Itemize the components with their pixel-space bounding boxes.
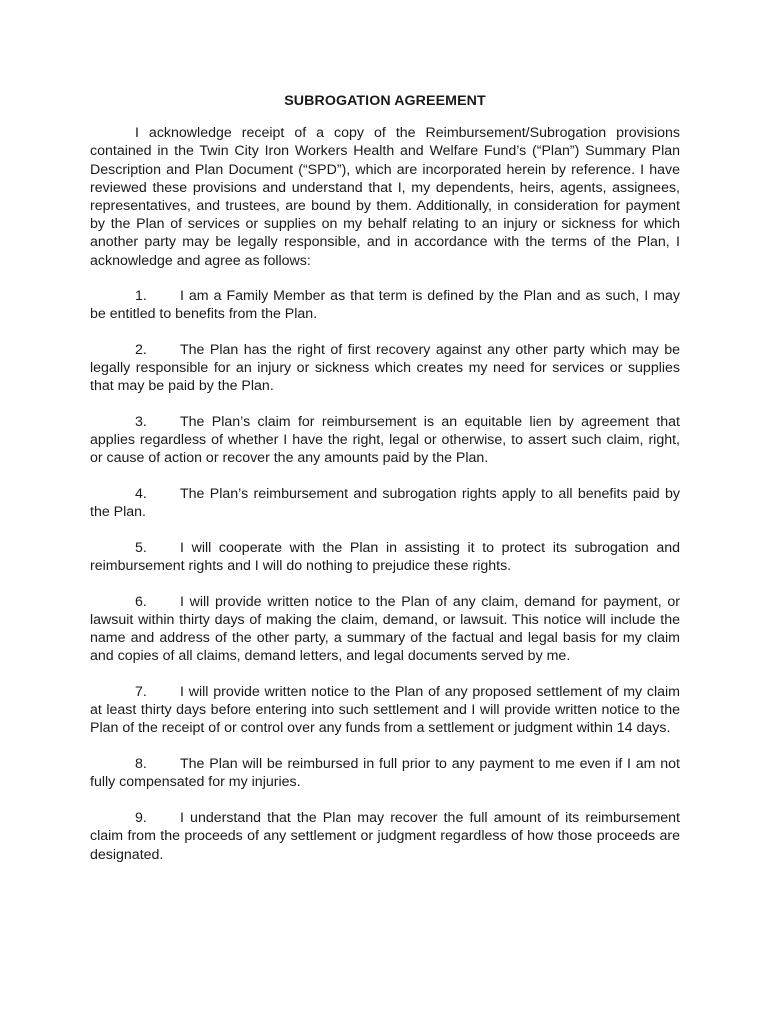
item-text: The Plan has the right of first recovery against any other party which may be legally responsible for an injury or sickness which creates my need for services or supplies that may be paid by the Plan.: [90, 341, 680, 395]
numbered-item-6: [90, 593, 680, 666]
item-text: The Plan’s claim for reimbursement is an equitable lien by agreement that applies regardless of whether I have the right, legal or otherwise, to assert such claim, right, or cause of action or recover the any amounts paid by the Plan.: [90, 413, 680, 467]
numbered-item-8: [90, 755, 680, 791]
numbered-item-9: [90, 809, 680, 864]
intro-paragraph: I acknowledge receipt of a copy of the Reimbursement/Subrogation provisions contained in the Twin City Iron Workers Health and Welfare Fund’s (“Plan”) Summary Plan Description and Plan Document (“SPD”), which are incorporated herein by reference. I have reviewed these provisions and understand that I, my dependents, heirs, agents, assignees, representatives, and trustees, are bound by them. Additionally, in consideration for payment by the Plan of services or supplies on my behalf relating to an injury or sickness for which another party may be legally responsible, and in accordance with the terms of the Plan, I acknowledge and agree as follows:: [90, 125, 680, 269]
item-text: I will provide written notice to the Plan of any claim, demand for payment, or lawsuit within thirty days of making the claim, demand, or lawsuit. This notice will include the name and address of the other party, a summary of the factual and legal basis for my claim and copies of all claims, demand letters, and legal documents served by me.: [90, 593, 680, 665]
numbered-item-1: [90, 287, 680, 323]
document-page: [90, 92, 680, 881]
item-text: I am a Family Member as that term is defined by the Plan and as such, I may be entitled to benefits from the Plan.: [90, 287, 680, 323]
document-title: SUBROGATION AGREEMENT: [284, 93, 486, 109]
item-number: 9.: [135, 810, 147, 827]
numbered-item-5: [90, 539, 680, 575]
item-number: 7.: [135, 684, 147, 701]
numbered-item-4: [90, 485, 680, 521]
item-number: 8.: [135, 756, 147, 773]
numbered-item-7: [90, 683, 680, 738]
item-text: I will cooperate with the Plan in assisting it to protect its subrogation and reimbursement rights and I will do nothing to prejudice these rights.: [90, 539, 680, 575]
item-number: 2.: [135, 341, 147, 358]
item-text: I will provide written notice to the Plan of any proposed settlement of my claim at least thirty days before entering into such settlement and I will provide written notice to the Plan of the receipt of or control over any funds from a settlement or judgment within 14 days.: [90, 684, 680, 737]
item-text: The Plan’s reimbursement and subrogation rights apply to all benefits paid by the Plan.: [90, 485, 680, 521]
item-number: 3.: [135, 413, 147, 430]
item-number: 6.: [135, 593, 147, 610]
numbered-item-2: [90, 341, 680, 396]
item-number: 1.: [135, 287, 147, 304]
item-number: 5.: [135, 539, 147, 556]
item-text: I understand that the Plan may recover the full amount of its reimbursement claim from the proceeds of any settlement or judgment regardless of how those proceeds are designated.: [90, 810, 680, 863]
numbered-item-3: [90, 413, 680, 468]
item-number: 4.: [135, 485, 147, 502]
item-text: The Plan will be reimbursed in full prior to any payment to me even if I am not fully compensated for my injuries.: [90, 756, 680, 791]
